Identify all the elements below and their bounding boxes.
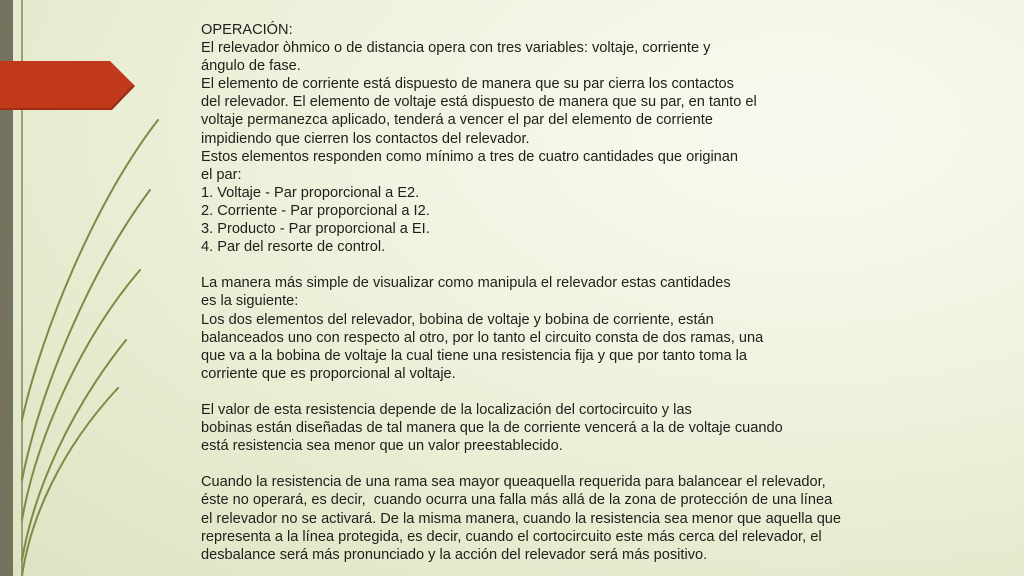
text-line: El relevador òhmico o de distancia opera con tres variables: voltaje, corriente y [201,40,711,57]
text-line: Estos elementos responden como mínimo a tres de cuatro cantidades que originan [201,148,739,165]
text-line: El valor de esta resistencia depende de la localización del cortocircuito y las [201,401,692,418]
text-line: ángulo de fase. [201,58,301,75]
text-line: es la siguiente: [201,293,299,310]
leaf-stems [22,120,158,576]
arrow-shape [0,61,133,108]
stem-curve [22,340,126,560]
text-line: desbalance será más pronunciado y la acción del relevador será más positivo. [201,546,708,563]
left-decorative-line [21,0,23,576]
text-line: voltaje permanezca aplicado, tenderá a vencer el par del elemento de corriente [201,112,713,129]
slide-body-text [201,21,1001,564]
text-line: éste no operará, es decir, cuando ocurra una falla más allá de la zona de protección de una línea [201,492,833,509]
text-line: Cuando la resistencia de una rama sea mayor queaquella requerida para balancear el relevador, [201,474,826,491]
stem-curve [22,388,118,576]
text-line: 1. Voltaje - Par proporcional a E2. [201,184,420,201]
text-line: 3. Producto - Par proporcional a EI. [201,221,430,238]
text-line: del relevador. El elemento de voltaje está dispuesto de manera que su par, en tanto el [201,94,757,111]
text-line: está resistencia sea menor que un valor preestablecido. [201,438,563,455]
text-line: La manera más simple de visualizar como manipula el relevador estas cantidades [201,275,731,292]
text-line [201,455,1001,473]
text-line: El elemento de corriente está dispuesto de manera que su par cierra los contactos [201,76,734,93]
text-line: que va a la bobina de voltaje la cual tiene una resistencia fija y que por tanto toma la [201,347,747,364]
text-line: corriente que es proporcional al voltaje. [201,365,456,382]
text-line: bobinas están diseñadas de tal manera que la de corriente vencerá a la de voltaje cuando [201,420,783,437]
text-line: 4. Par del resorte de control. [201,239,386,256]
text-line: OPERACIÓN: [201,22,293,38]
text-line: el relevador no se activará. De la misma manera, cuando la resistencia sea menor que aquella que [201,510,842,527]
stem-curve [22,120,158,420]
text-line: el par: [201,166,242,183]
stem-curve [22,270,140,520]
text-line: impidiendo que cierren los contactos del relevador. [201,130,530,147]
text-line: balanceados uno con respecto al otro, por lo tanto el circuito consta de dos ramas, una [201,329,764,346]
text-line: 2. Corriente - Par proporcional a I2. [201,202,430,219]
text-line: Los dos elementos del relevador, bobina de voltaje y bobina de corriente, están [201,311,714,328]
text-line [201,383,1001,401]
text-line [201,256,1001,274]
text-line: representa a la línea protegida, es decir, cuando el cortocircuito este más cerca del relevador, el [201,528,822,545]
stem-curve [22,190,150,480]
left-decorative-band [0,0,13,576]
